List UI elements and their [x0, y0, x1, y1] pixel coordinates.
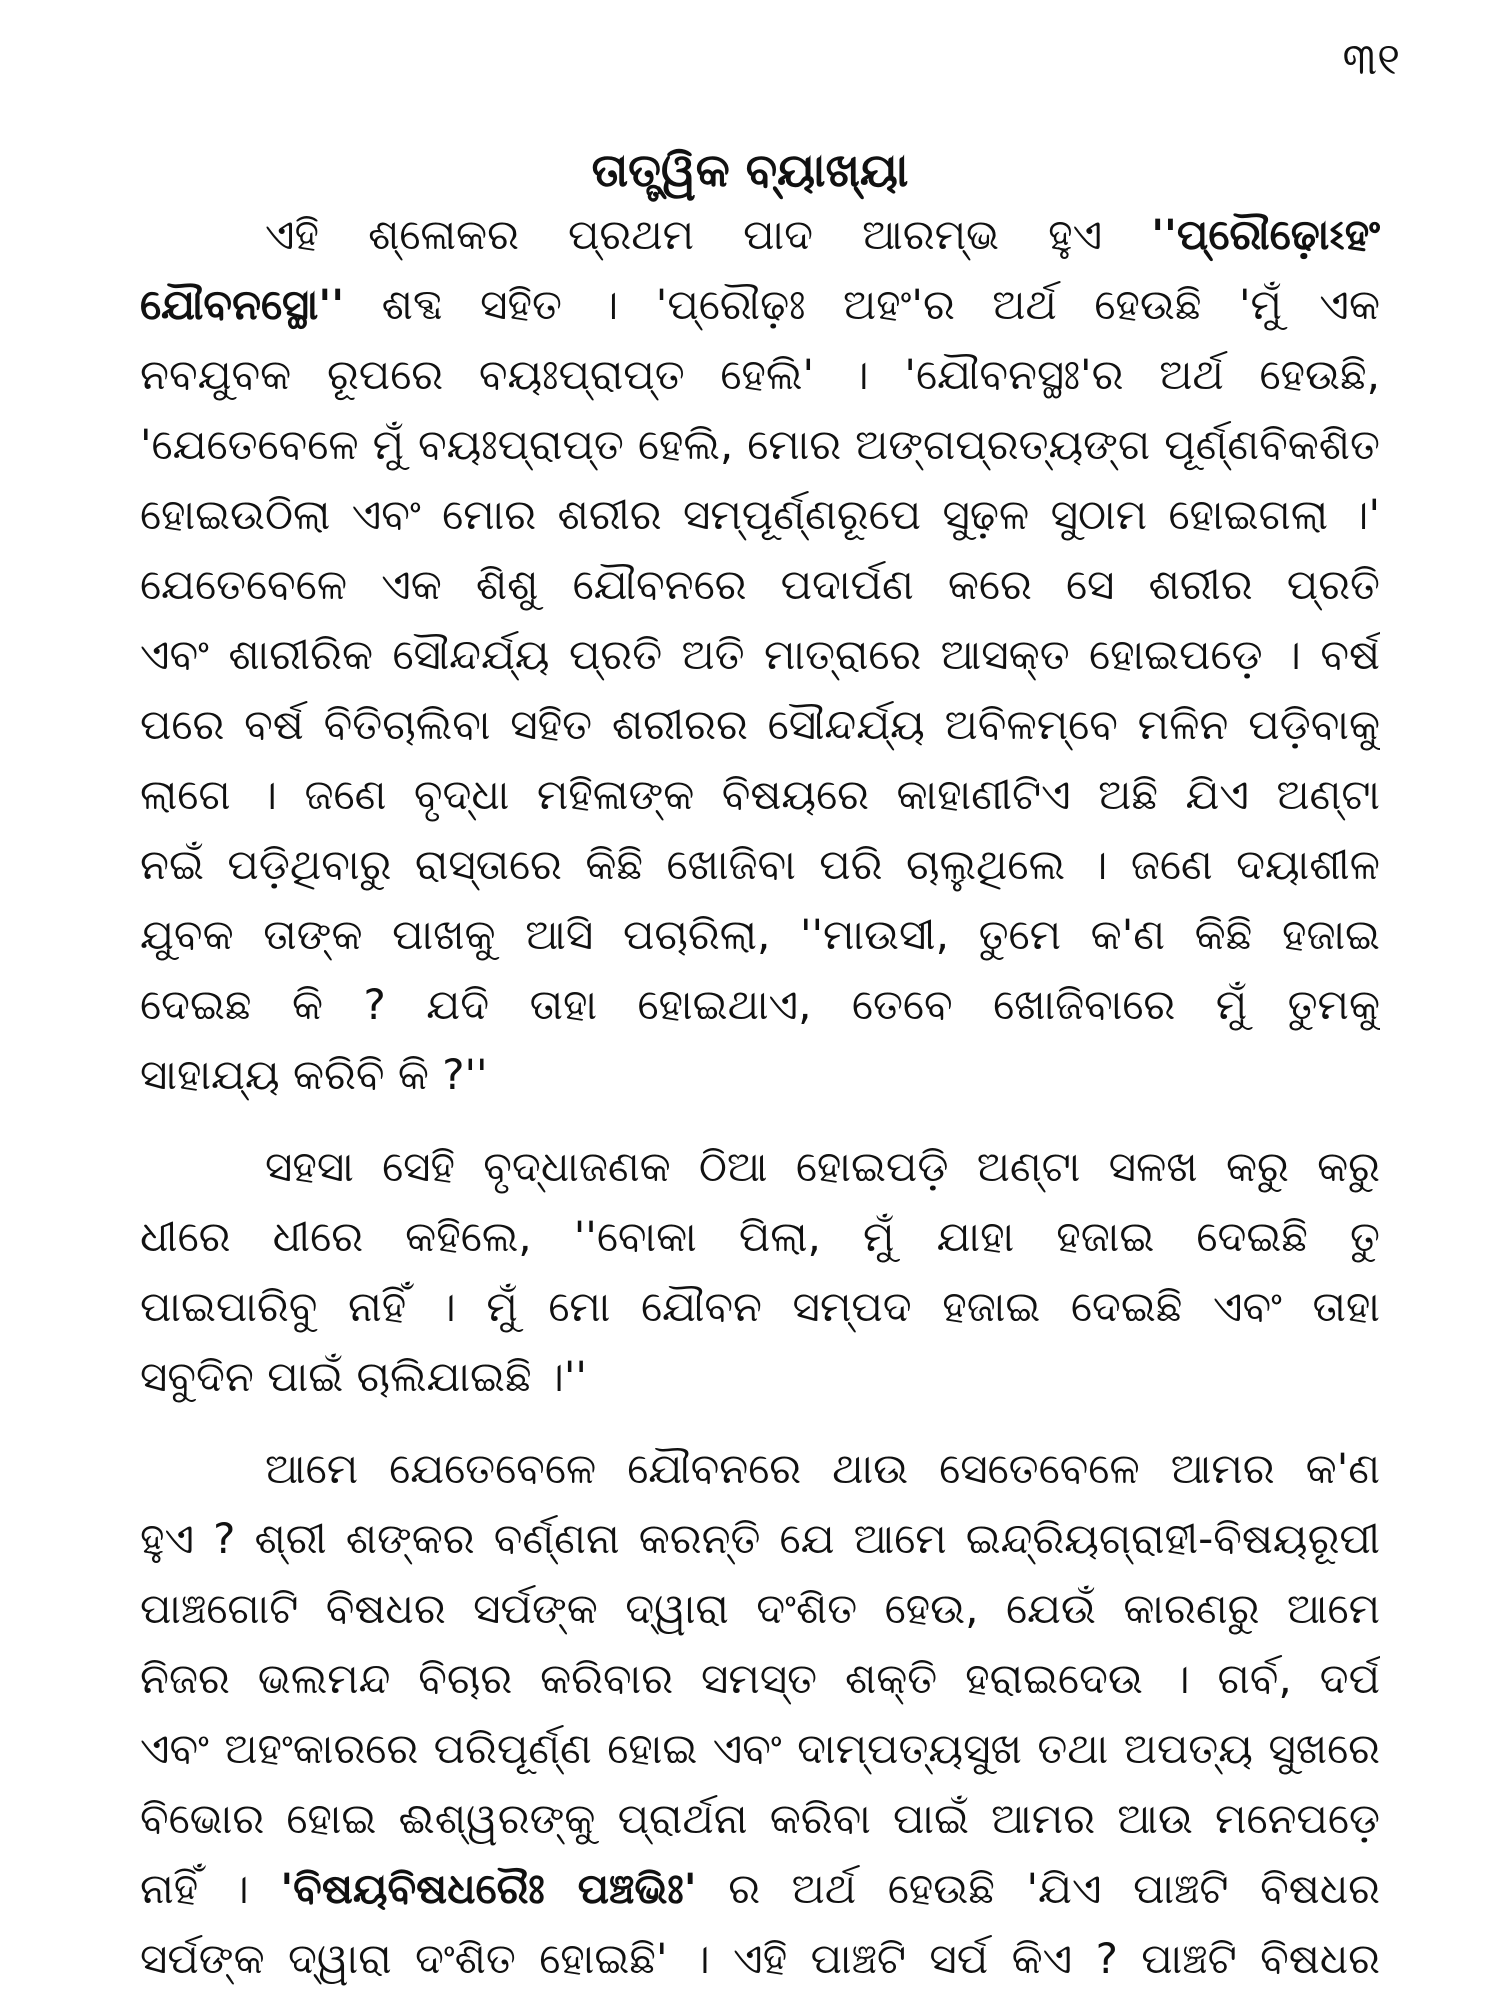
text-line: ନବଯୁବକ ରୂପରେ ବୟଃପ୍ରାପ୍ତ ହେଲି' । 'ଯୌବନସ୍ଥଃ'ର ଅର୍ଥ ହେଉଛି, — [140, 350, 1380, 399]
text-line: ନଇଁ ପଡ଼ିଥିବାରୁ ରାସ୍ତାରେ କିଛି ଖୋଜିବା ପରି ଚାଲୁଥିଲେ । ଜଣେ ଦୟାଶୀଳ — [140, 840, 1380, 889]
text-line: ଯୁବକ ତାଙ୍କ ପାଖକୁ ଆସି ପଚାରିଲା, ''ମାଉସୀ, ତୁମେ କ'ଣ କିଛି ହଜାଇ — [140, 910, 1380, 959]
text-line: ବିଭୋର ହୋଇ ଈଶ୍ୱରଙ୍କୁ ପ୍ରାର୍ଥନା କରିବା ପାଇଁ ଆମର ଆଉ ମନେପଡ଼େ — [140, 1794, 1380, 1843]
text-line: ହୁଏ ? ଶ୍ରୀ ଶଙ୍କର ବର୍ଣ୍ଣନା କରନ୍ତି ଯେ ଆମେ ଇନ୍ଦ୍ରିୟଗ୍ରାହୀ-ବିଷୟରୂପୀ — [140, 1514, 1380, 1563]
text-line: ଲାଗେ । ଜଣେ ବୃଦ୍ଧା ମହିଳାଙ୍କ ବିଷୟରେ କାହାଣୀଟିଏ ଅଛି ଯିଏ ଅଣ୍ଟା — [140, 770, 1380, 819]
text-line: ନିଜର ଭଲମନ୍ଦ ବିଚାର କରିବାର ସମସ୍ତ ଶକ୍ତି ହରାଇଦେଉ । ଗର୍ବ, ଦର୍ପ — [140, 1654, 1380, 1703]
text-line: ଏବଂ ଅହଂକାରରେ ପରିପୂର୍ଣ୍ଣ ହୋଇ ଏବଂ ଦାମ୍ପତ୍ୟସୁଖ ତଥା ଅପତ୍ୟ ସୁଖରେ — [140, 1724, 1380, 1773]
text-line: ନାହିଁ । 'ବିଷୟବିଷଧରୈଃ ପଞ୍ଚଭିଃ' ର ଅର୍ଥ ହେଉଛି 'ଯିଏ ପାଞ୍ଚଟି ବିଷଧର — [140, 1864, 1380, 1913]
text-line: ପରେ ବର୍ଷ ବିତିଚାଲିବା ସହିତ ଶରୀରର ସୌନ୍ଦର୍ଯ୍ୟ ଅବିଳମ୍ବେ ମଳିନ ପଡ଼ିବାକୁ — [140, 700, 1380, 749]
text-line: ଦେଇଛ କି ? ଯଦି ତାହା ହୋଇଥାଏ, ତେବେ ଖୋଜିବାରେ ମୁଁ ତୁମକୁ — [140, 980, 1380, 1029]
text-line: ପାଇପାରିବୁ ନାହିଁ । ମୁଁ ମୋ ଯୌବନ ସମ୍ପଦ ହଜାଇ ଦେଇଛି ଏବଂ ତାହା — [140, 1282, 1380, 1331]
text-line: ସର୍ପଙ୍କ ଦ୍ୱାରା ଦଂଶିତ ହୋଇଛି' । ଏହି ପାଞ୍ଚଟି ସର୍ପ କିଏ ? ପାଞ୍ଚଟି ବିଷଧର — [140, 1934, 1380, 1983]
section-heading: ତାତ୍ତ୍ୱିକ ବ୍ୟାଖ୍ୟା — [591, 143, 909, 197]
text-line: ସାହାଯ୍ୟ କରିବି କି ?'' — [140, 1050, 488, 1099]
text-line: 'ଯେତେବେଳେ ମୁଁ ବୟଃପ୍ରାପ୍ତ ହେଲି, ମୋର ଅଙ୍ଗପ୍ରତ୍ୟଙ୍ଗ ପୂର୍ଣ୍ଣବିକଶିତ — [140, 420, 1380, 469]
text-line: ସହସା ସେହି ବୃଦ୍ଧାଜଣକ ଠିଆ ହୋଇପଡ଼ି ଅଣ୍ଟା ସଳଖ କରୁ କରୁ — [265, 1142, 1380, 1191]
text-line: ଯେତେବେଳେ ଏକ ଶିଶୁ ଯୌବନରେ ପଦାର୍ପଣ କରେ ସେ ଶରୀର ପ୍ରତି — [140, 560, 1380, 609]
bold-quote: ଯୌବନସ୍ଥୋ'' — [140, 280, 345, 329]
text-line: ସବୁଦିନ ପାଇଁ ଚାଲିଯାଇଛି ।'' — [140, 1352, 587, 1401]
text-line: ପାଞ୍ଚଗୋଟି ବିଷଧର ସର୍ପଙ୍କ ଦ୍ୱାରା ଦଂଶିତ ହେଉ, ଯେଉଁ କାରଣରୁ ଆମେ — [140, 1584, 1380, 1633]
text-line: ହୋଇଉଠିଲା ଏବଂ ମୋର ଶରୀର ସମ୍ପୂର୍ଣ୍ଣରୂପେ ସୁଢ଼ଳ ସୁଠାମ ହୋଇଗଲା ।' — [140, 490, 1380, 539]
bold-quote: ''ପ୍ରୌଢ଼ୋଽହଂ — [1151, 210, 1380, 259]
text-line: ଏବଂ ଶାରୀରିକ ସୌନ୍ଦର୍ଯ୍ୟ ପ୍ରତି ଅତି ମାତ୍ରାରେ ଆସକ୍ତ ହୋଇପଡ଼େ । ବର୍ଷ — [140, 630, 1380, 679]
text-line: ଆମେ ଯେତେବେଳେ ଯୌବନରେ ଥାଉ ସେତେବେଳେ ଆମର କ'ଣ — [265, 1444, 1380, 1493]
text-line: ଧୀରେ ଧୀରେ କହିଲେ, ''ବୋକା ପିଲା, ମୁଁ ଯାହା ହଜାଇ ଦେଇଛି ତୁ — [140, 1212, 1380, 1261]
bold-quote: 'ବିଷୟବିଷଧରୈଃ ପଞ୍ଚଭିଃ' — [280, 1864, 697, 1913]
body-text — [140, 200, 1380, 1994]
text-line: ଯୌବନସ୍ଥୋ'' ଶବ୍ଦ ସହିତ । 'ପ୍ରୌଢ଼ଃ ଅହଂ'ର ଅର୍ଥ ହେଉଛି 'ମୁଁ ଏକ — [140, 280, 1380, 329]
text-line: ଏହି ଶ୍ଳୋକର ପ୍ରଥମ ପାଦ ଆରମ୍ଭ ହୁଏ ''ପ୍ରୌଢ଼ୋଽହଂ — [265, 210, 1380, 259]
page-number: ୩୧ — [1342, 34, 1400, 85]
